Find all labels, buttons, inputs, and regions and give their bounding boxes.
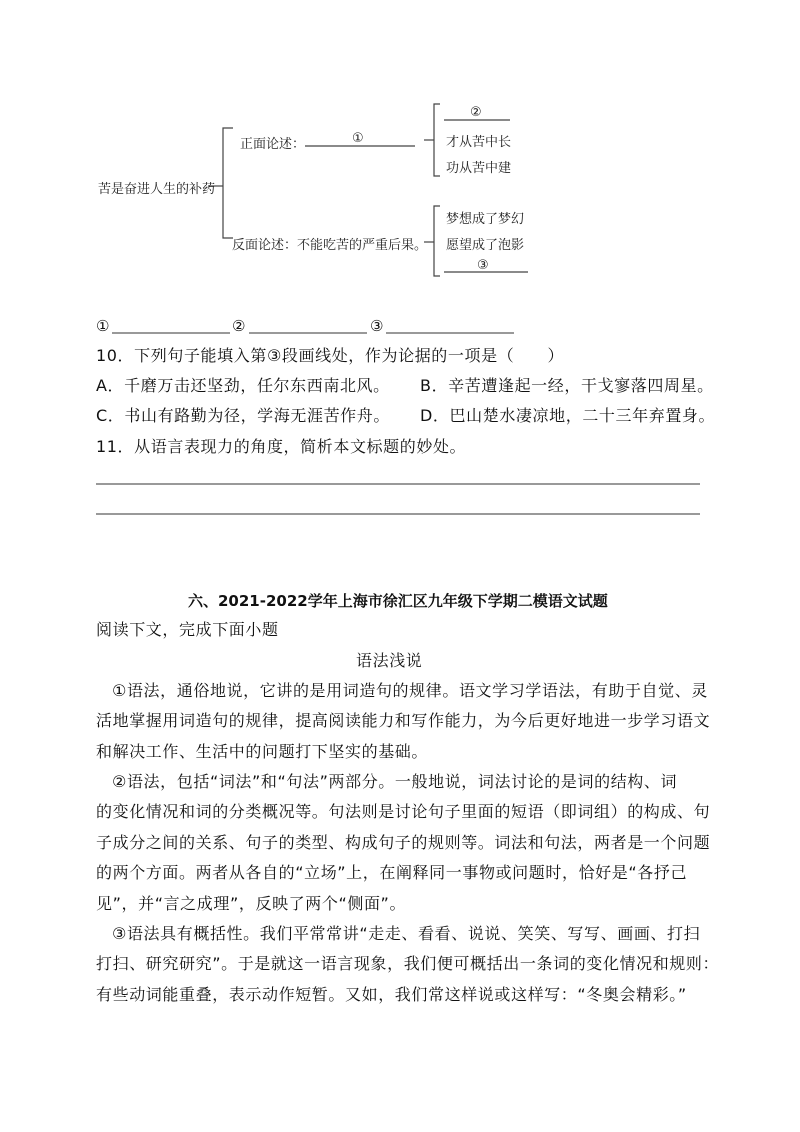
positive-bracket xyxy=(434,104,440,176)
diagram-lines xyxy=(0,0,800,300)
positive-item-2: 才从苦中长 xyxy=(446,135,512,150)
q11-answer-lines xyxy=(0,470,800,520)
article-title: 语法浅说 xyxy=(356,651,423,670)
article-line: 的两个方面。两者从各自的“立场”上，在阐释同一事物或问题时，恰好是“各抒己 xyxy=(96,863,688,882)
section-6-title: 六、2021-2022学年上海市徐汇区九年级下学期二模语文试题 xyxy=(188,592,608,610)
article-line: 和解决工作、生活中的问题打下坚实的基础。 xyxy=(96,742,429,761)
main-bracket xyxy=(223,128,233,238)
article-line: 有些动词能重叠，表示动作短暂。又如，我们常这样说或这样写：“冬奥会精彩。” xyxy=(96,985,687,1004)
negative-bracket xyxy=(434,206,440,276)
article-line: ①语法，通俗地说，它讲的是用词造句的规律。语文学习学语法，有助于自觉、灵 xyxy=(112,681,708,700)
negative-item-2: 愿望成了泡影 xyxy=(446,238,525,253)
answer-blank-2-marker: ② xyxy=(232,317,246,335)
negative-item-3: ③ xyxy=(477,258,489,273)
article-line: 的变化情况和词的分类概况等。句法则是讨论句子里面的短语（即词组）的构成、句 xyxy=(96,802,711,821)
q10-option-a: A．千磨万击还坚劲，任尔东西南北风。 xyxy=(96,376,390,395)
article-line: 子成分之间的关系、句子的类型、构成句子的规则等。词法和句法，两者是一个问题 xyxy=(96,833,711,852)
answer-blank-3-marker: ③ xyxy=(370,317,384,335)
answer-blank-1-marker: ① xyxy=(96,317,110,335)
answer-blank-lines xyxy=(0,330,800,336)
q10-option-c: C．书山有路勤为径，学海无涯苦作舟。 xyxy=(96,406,390,425)
positive-item-3: 功从苦中建 xyxy=(446,161,512,176)
article-line: ③语法具有概括性。我们平常常讲“走走、看看、说说、笑笑、写写、画画、打扫 xyxy=(112,924,701,943)
section-6-instruction: 阅读下文，完成下面小题 xyxy=(96,620,279,639)
negative-item-1: 梦想成了梦幻 xyxy=(446,212,525,227)
article-line: 活地掌握用词造句的规律，提高阅读能力和写作能力，为今后更好地进一步学习语文 xyxy=(96,711,711,730)
negative-label: 反面论述：不能吃苦的严重后果。 xyxy=(232,238,428,253)
q11-stem: 11．从语言表现力的角度，简析本文标题的妙处。 xyxy=(96,437,467,456)
article-line: 打扫、研究研究”。于是就这一语言现象，我们便可概括出一条词的变化情况和规则： xyxy=(96,954,720,973)
article-line: 见”，并“言之成理”，反映了两个“侧面”。 xyxy=(96,894,407,913)
q10-option-b: B．辛苦遭逢起一经，干戈寥落四周星。 xyxy=(420,376,714,395)
positive-item-1: ② xyxy=(470,105,482,120)
q10-option-d: D．巴山楚水凄凉地，二十三年弃置身。 xyxy=(420,406,716,425)
positive-blank-marker: ① xyxy=(352,131,364,146)
positive-label: 正面论述： xyxy=(240,137,306,152)
q10-stem: 10．下列句子能填入第③段画线处，作为论据的一项是（ ） xyxy=(96,346,565,365)
article-line: ②语法，包括“词法”和“句法”两部分。一般地说，词法讨论的是词的结构、词 xyxy=(112,772,678,791)
diagram-root: 苦是奋进人生的补药 xyxy=(98,182,216,197)
